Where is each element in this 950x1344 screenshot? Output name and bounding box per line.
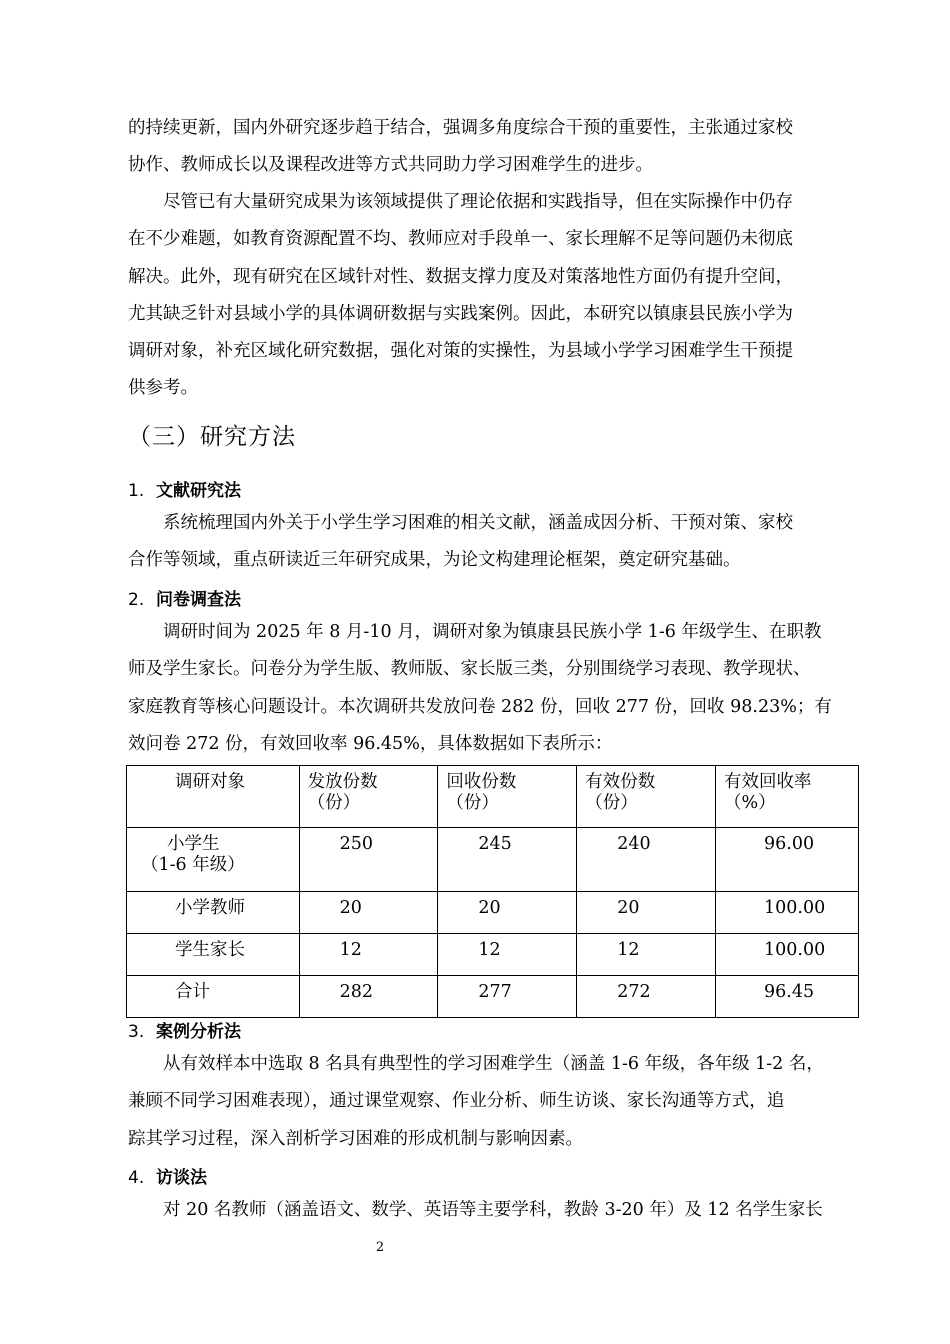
text-line: 系统梳理国内外关于小学生学习困难的相关文献，涵盖成因分析、干预对策、家校: [163, 513, 793, 533]
text-line: 解决。此外，现有研究在区域针对性、数据支撑力度及对策落地性方面仍有提升空间，: [128, 266, 793, 287]
text-line: 调研对象，补充区域化研究数据，强化对策的实操性，为县域小学学习困难学生干预提: [128, 341, 793, 362]
method-title: 访谈法: [156, 1168, 207, 1188]
method-heading-interview: [128, 1163, 207, 1188]
header-cell: 发放份数 （份）: [299, 766, 438, 828]
table-cell: 272: [577, 976, 716, 1018]
paragraph-research-gap: [128, 184, 856, 408]
text-line: 兼顾不同学习困难表现），通过课堂观察、作业分析、师生访谈、家长沟通等方式，追: [128, 1091, 785, 1112]
text-line: 在不少难题，如教育资源配置不均、教师应对手段单一、家长理解不足等问题仍未彻底: [128, 229, 793, 250]
section-heading: （三）研究方法: [128, 424, 296, 450]
header-cell: 有效回收率 （%）: [716, 766, 859, 828]
method-number: 3.: [128, 1022, 145, 1042]
table-row: [127, 892, 859, 934]
method-title: 文献研究法: [156, 481, 241, 501]
table-cell: 12: [299, 934, 438, 976]
table-header-row: [127, 766, 859, 828]
table-cell: 20: [577, 892, 716, 934]
table-cell: 277: [438, 976, 577, 1018]
table-cell: 12: [438, 934, 577, 976]
table-cell: 96.45: [716, 976, 859, 1018]
row-label-cell: 学生家长: [127, 934, 300, 976]
text-line: 从有效样本中选取 8 名具有典型性的学习困难学生（涵盖 1-6 年级，各年级 1-2 名，: [163, 1054, 824, 1074]
table-cell: 12: [577, 934, 716, 976]
paragraph-case-study: [128, 1046, 856, 1158]
text-line: 调研时间为 2025 年 8 月-10 月，调研对象为镇康县民族小学 1-6 年级学生、在职教: [163, 622, 822, 642]
survey-table: [126, 765, 859, 1018]
page-number: 2: [375, 1240, 385, 1255]
table-cell: 240: [577, 828, 716, 892]
table-cell: 245: [438, 828, 577, 892]
text-line: 的持续更新，国内外研究逐步趋于结合，强调多角度综合干预的重要性，主张通过家校: [128, 118, 793, 138]
table-cell: 20: [299, 892, 438, 934]
text-line: 尤其缺乏针对县域小学的具体调研数据与实践案例。因此，本研究以镇康县民族小学为: [128, 303, 793, 324]
method-heading-case-study: [128, 1017, 241, 1042]
header-cell: 回收份数 （份）: [438, 766, 577, 828]
text-line: 效问卷 272 份，有效回收率 96.45%，具体数据如下表所示：: [128, 733, 613, 754]
text-line: 合作等领域，重点研读近三年研究成果，为论文构建理论框架，奠定研究基础。: [128, 550, 741, 571]
row-label-cell: 小学教师: [127, 892, 300, 934]
table-cell: 96.00: [716, 828, 859, 892]
table-cell: 100.00: [716, 934, 859, 976]
method-title: 问卷调查法: [156, 590, 241, 610]
row-label-cell: 小学生 （1-6 年级）: [127, 828, 300, 892]
table-cell: 282: [299, 976, 438, 1018]
method-heading-questionnaire: [128, 585, 241, 610]
table-cell: 20: [438, 892, 577, 934]
table-row: [127, 828, 859, 892]
paragraph-literature: [128, 505, 856, 580]
method-title: 案例分析法: [156, 1022, 241, 1042]
text-line: 协作、教师成长以及课程改进等方式共同助力学习困难学生的进步。: [128, 155, 653, 176]
table-row: [127, 934, 859, 976]
text-line: 家庭教育等核心问题设计。本次调研共发放问卷 282 份，回收 277 份，回收 98.23%；有: [128, 696, 832, 717]
method-number: 1.: [128, 481, 145, 501]
text-line: 师及学生家长。问卷分为学生版、教师版、家长版三类，分别围绕学习表现、教学现状、: [128, 659, 811, 680]
method-number: 2.: [128, 590, 145, 610]
table-cell: 100.00: [716, 892, 859, 934]
table-row: [127, 976, 859, 1018]
paragraph-interview: [128, 1192, 856, 1229]
paragraph-questionnaire: [128, 614, 856, 763]
header-cell: 有效份数 （份）: [577, 766, 716, 828]
paragraph-intro-continued: [128, 110, 856, 185]
method-heading-literature: [128, 476, 241, 501]
text-line: 供参考。: [128, 378, 198, 399]
header-cell: 调研对象: [127, 766, 300, 828]
text-line: 尽管已有大量研究成果为该领域提供了理论依据和实践指导，但在实际操作中仍存: [163, 192, 793, 212]
table-cell: 250: [299, 828, 438, 892]
text-line: 踪其学习过程，深入剖析学习困难的形成机制与影响因素。: [128, 1128, 583, 1149]
text-line: 对 20 名教师（涵盖语文、数学、英语等主要学科，教龄 3-20 年）及 12 名学生家长: [163, 1200, 823, 1220]
method-number: 4.: [128, 1168, 145, 1188]
row-label-cell: 合计: [127, 976, 300, 1018]
